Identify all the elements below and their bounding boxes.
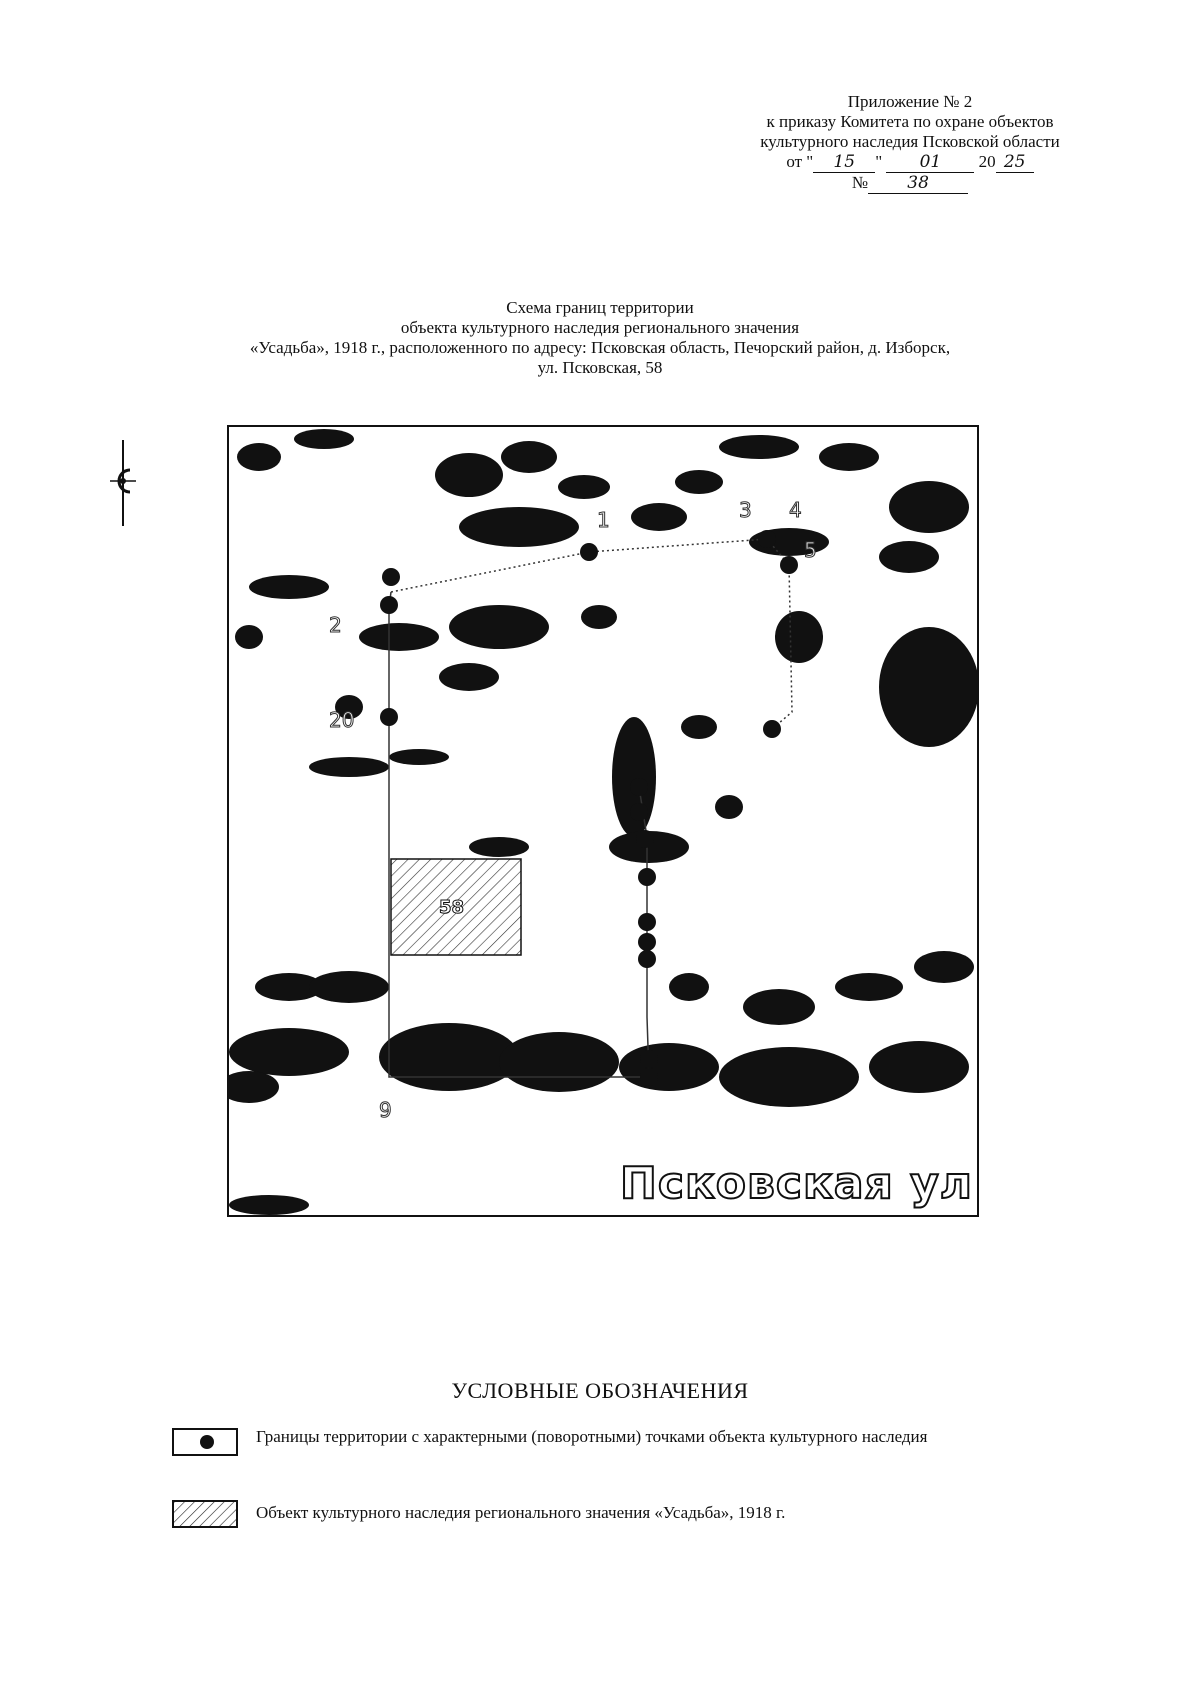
boundary-point-6	[763, 720, 781, 738]
boundary-point-icon	[172, 1428, 238, 1456]
point-label-9: 9	[379, 1098, 392, 1122]
date-year-suffix: 25	[996, 152, 1034, 173]
boundary-point-2	[380, 596, 398, 614]
scheme-title	[150, 298, 1050, 378]
date-day: 15	[813, 152, 875, 173]
appendix-order-line: к приказу Комитета по охране объектов	[766, 112, 1054, 131]
boundary-point-16	[640, 1068, 658, 1086]
point-label-2: 2	[329, 613, 342, 637]
north-arrow-icon	[108, 440, 138, 526]
point-label-4: 4	[789, 498, 802, 522]
order-number-line	[700, 173, 1120, 194]
boundary-point-11	[638, 868, 656, 886]
appendix-header	[700, 92, 1120, 194]
order-number-prefix: №	[851, 173, 869, 192]
appendix-number: Приложение № 2	[847, 92, 973, 111]
boundary-point-20	[380, 708, 398, 726]
date-prefix: от "	[786, 152, 814, 171]
date-separator: "	[875, 152, 883, 171]
vegetation-layer	[229, 429, 979, 1215]
point-labels	[329, 498, 817, 1122]
boundary-point-1	[382, 568, 400, 586]
title-line-3: «Усадьба», 1918 г., расположенного по адресу: Псковская область, Печорский район, д. Изборск,	[249, 338, 951, 357]
legend-title: УСЛОВНЫЕ ОБОЗНАЧЕНИЯ	[451, 1378, 749, 1403]
boundary-point-10	[636, 830, 654, 848]
boundary-point-5	[780, 556, 798, 574]
boundary-point-12	[638, 913, 656, 931]
boundary-point-7	[630, 778, 648, 796]
appendix-date-line	[700, 152, 1120, 173]
boundary-point-4	[758, 530, 776, 548]
legend-text-object: Объект культурного наследия регионального значения «Усадьба», 1918 г.	[256, 1503, 786, 1522]
boundary-point-13	[638, 933, 656, 951]
hatched-object-icon	[172, 1500, 238, 1528]
point-label-20: 20	[329, 708, 355, 732]
boundary-point-14	[638, 950, 656, 968]
map-frame	[227, 425, 979, 1217]
legend-text-boundary: Границы территории с характерными (поворотными) точками объекта культурного наследия	[256, 1427, 928, 1446]
title-line-1: Схема границ территории	[506, 298, 694, 317]
street-label: Псковская ул	[620, 1158, 973, 1209]
boundary-point-15	[640, 1050, 658, 1068]
date-year-prefix: 20	[978, 152, 996, 171]
point-label-1: 1	[597, 508, 610, 532]
boundary-point-8	[630, 803, 648, 821]
title-line-4: ул. Псковская, 58	[537, 358, 663, 377]
order-number-value: 38	[868, 173, 968, 194]
appendix-committee-line: культурного наследия Псковской области	[760, 132, 1060, 151]
boundary-point-3	[580, 543, 598, 561]
point-label-3: 3	[739, 498, 752, 522]
title-line-2: объекта культурного наследия регионального значения	[400, 318, 800, 337]
map-canvas	[229, 427, 979, 1217]
date-month: 01	[886, 152, 974, 173]
object-number-label: 58	[439, 897, 465, 918]
point-label-5: 5	[804, 538, 817, 562]
